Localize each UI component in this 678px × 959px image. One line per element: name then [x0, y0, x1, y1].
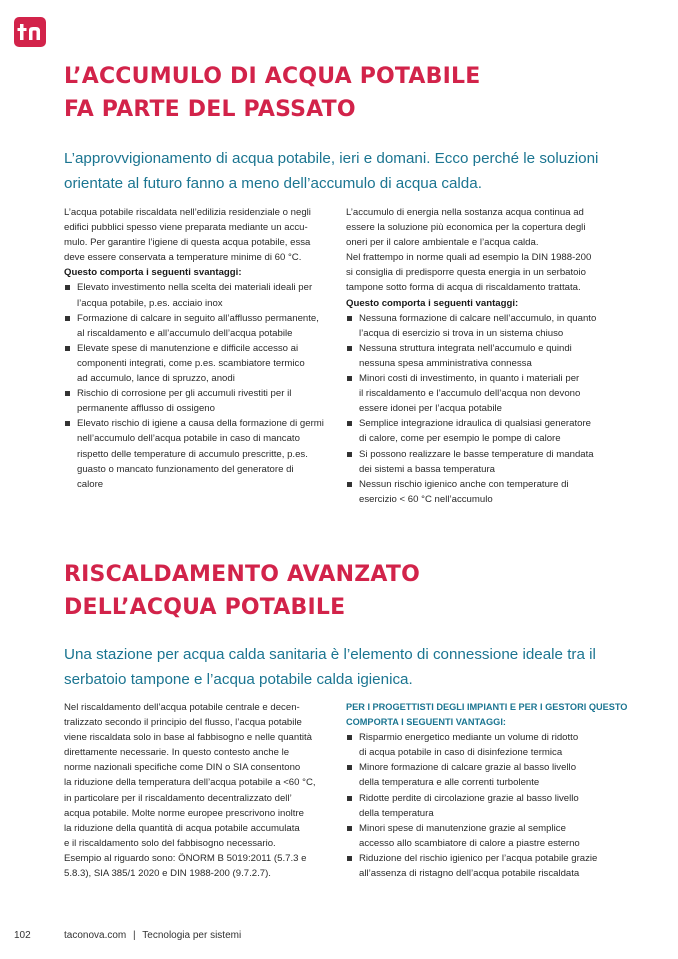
list-item: Elevato investimento nella scelta dei materiali ideali per l’acqua potabile, p.es. acciaio inox — [64, 280, 324, 310]
bullet-icon — [347, 826, 352, 831]
section1-left-heading: Questo comporta i seguenti svantaggi: — [64, 267, 242, 279]
footer-separator: | — [133, 930, 136, 941]
list-item: Nessuna formazione di calcare nell’accumulo, in quanto l’acqua di esercizio si trova in un sistema chiuso — [346, 311, 596, 341]
bullet-icon — [347, 346, 352, 351]
list-item: Minore formazione di calcare grazie al basso livello della temperatura e alle correnti turbolente — [346, 760, 627, 790]
list-item: Si possono realizzare le basse temperature di mandata dei sistemi a bassa temperatura — [346, 447, 596, 477]
section2-right-heading: PER I PROGETTISTI DEGLI IMPIANTI E PER I GESTORI QUESTO — [346, 702, 628, 712]
section1-right-intro: L’accumulo di energia nella sostanza acqua continua ad essere la soluzione più economica per la copertura degli oneri per il calore ambientale e l’acqua calda. Nel frattempo in norme quali ad esempio la DIN 1988-200 si consiglia di predisporre questa energia in un serbatoio tampone sotto forma di acqua di riscaldamento trattata. — [346, 207, 592, 294]
list-item: Formazione di calcare in seguito all’afflusso permanente, al riscaldamento e all’accumulo dell’acqua potabile — [64, 311, 324, 341]
footer-tagline: Tecnologia per sistemi — [142, 930, 242, 941]
bullet-icon — [347, 765, 352, 770]
list-item: Nessun rischio igienico anche con temperature di esercizio < 60 °C nell’accumulo — [346, 477, 596, 507]
list-item: Risparmio energetico mediante un volume di ridotto di acqua potabile in caso di disinfezione termica — [346, 730, 627, 760]
bullet-icon — [347, 452, 352, 457]
section1-right-heading: Questo comporta i seguenti vantaggi: — [346, 297, 519, 309]
section1-left-intro: L’acqua potabile riscaldata nell’edilizia residenziale o negli edifici pubblici spesso viene preparata mediante un accu- mulo. Per garantire l’igiene di questa acqua potabile, essa deve essere conservata a temperature minime di 60 °C. — [64, 207, 311, 264]
section1-right-column — [346, 205, 596, 507]
list-item: Elevato rischio di igiene a causa della formazione di germi nell’accumulo dell’acqua potabile in caso di mancato rispetto delle temperature di accumulo prescritte, p.es. guasto o mancato funzionamento del generatore di calore — [64, 416, 324, 491]
bullet-icon — [347, 421, 352, 426]
taconova-logo — [14, 17, 46, 47]
list-item: Riduzione del rischio igienico per l’acqua potabile grazie all’assenza di ristagno dell’acqua potabile riscaldata — [346, 851, 627, 881]
section1-lead: L’approvvigionamento di acqua potabile, ieri e domani. Ecco perché le soluzioni orientate al futuro fanno a meno dell’accumulo di acqua calda. — [64, 150, 599, 192]
bullet-icon — [347, 735, 352, 740]
section2-right-column: PER I PROGETTISTI DEGLI IMPIANTI E PER I GESTORI QUESTO COMPORTA I SEGUENTI VANTAGGI: Risparmio energetico mediante un volume di ridotto di acqua potabile in caso di disinfezione termica Minore formazione di calcare grazie al basso livello della temperatura e alle correnti turbolente Ridotte perdite di circolazione grazie al basso livello della temperatura Minori spese di manutenzione grazie al semplice accesso allo scambiatore di calore a piastre esterno Riduzione del rischio igienico per l’acqua potabile grazie all’assenza di ristagno dell’acqua potabile riscaldata — [346, 700, 627, 881]
advantages-list — [346, 311, 596, 507]
list-item: Semplice integrazione idraulica di qualsiasi generatore di calore, come per esempio le pompe di calore — [346, 416, 596, 446]
bullet-icon — [347, 856, 352, 861]
bullet-icon — [65, 421, 70, 426]
bullet-icon — [65, 391, 70, 396]
footer-site-link[interactable]: taconova.com — [64, 930, 127, 941]
bullet-icon — [347, 482, 352, 487]
bullet-icon — [65, 316, 70, 321]
section1-left-column — [64, 205, 324, 492]
section1-title: L’ACCUMULO DI ACQUA POTABILE FA PARTE DEL PASSATO — [64, 64, 481, 122]
list-item: Elevate spese di manutenzione e difficile accesso ai componenti integrati, come p.es. scambiatore termico ad accumulo, lance di spruzzo, anodi — [64, 341, 324, 386]
section2-left-column — [64, 700, 316, 881]
list-item: Minori costi di investimento, in quanto i materiali per il riscaldamento e l’accumulo dell’acqua non devono essere idonei per l’acqua potabile — [346, 371, 596, 416]
list-item: Minori spese di manutenzione grazie al semplice accesso allo scambiatore di calore a piastre esterno — [346, 821, 627, 851]
list-item: Nessuna struttura integrata nell’accumulo e quindi nessuna spesa amministrativa connessa — [346, 341, 596, 371]
section2-title: RISCALDAMENTO AVANZATO DELL’ACQUA POTABILE — [64, 562, 421, 620]
bullet-icon — [347, 796, 352, 801]
bullet-icon — [65, 285, 70, 290]
designer-advantages-list — [346, 730, 627, 881]
footer-text — [64, 930, 241, 941]
bullet-icon — [347, 316, 352, 321]
page-number: 102 — [14, 930, 31, 941]
bullet-icon — [347, 376, 352, 381]
list-item: Rischio di corrosione per gli accumuli rivestiti per il permanente afflusso di ossigeno — [64, 386, 324, 416]
bullet-icon — [65, 346, 70, 351]
section2-lead: Una stazione per acqua calda sanitaria è l’elemento di connessione ideale tra il serbatoio tampone e l’acqua potabile calda igienica. — [64, 646, 596, 688]
disadvantages-list — [64, 280, 324, 491]
list-item: Ridotte perdite di circolazione grazie al basso livello della temperatura — [346, 791, 627, 821]
section2-left-text: Nel riscaldamento dell’acqua potabile centrale e decen- tralizzato secondo il principio del flusso, l’acqua potabile viene riscaldata solo in base al fabbisogno e nelle quantità direttamente necessarie. In questo contesto anche le norme nazionali specifiche come DIN o SIA consentono la riduzione della temperatura dell’acqua potabile a <60 °C, in particolare per il riscaldamento decentralizzato dell’ acqua potabile. Molte norme europee prescrivono inoltre la riduzione della quantità di acqua potabile accumulata e il riscaldamento solo del fabbisogno necessario. Esempio al riguardo sono: ÖNORM B 5019:2011 (5.7.3 e 5.8.3), SIA 385/1 2020 e DIN 1988-200 (9.7.2.7). — [64, 702, 316, 880]
